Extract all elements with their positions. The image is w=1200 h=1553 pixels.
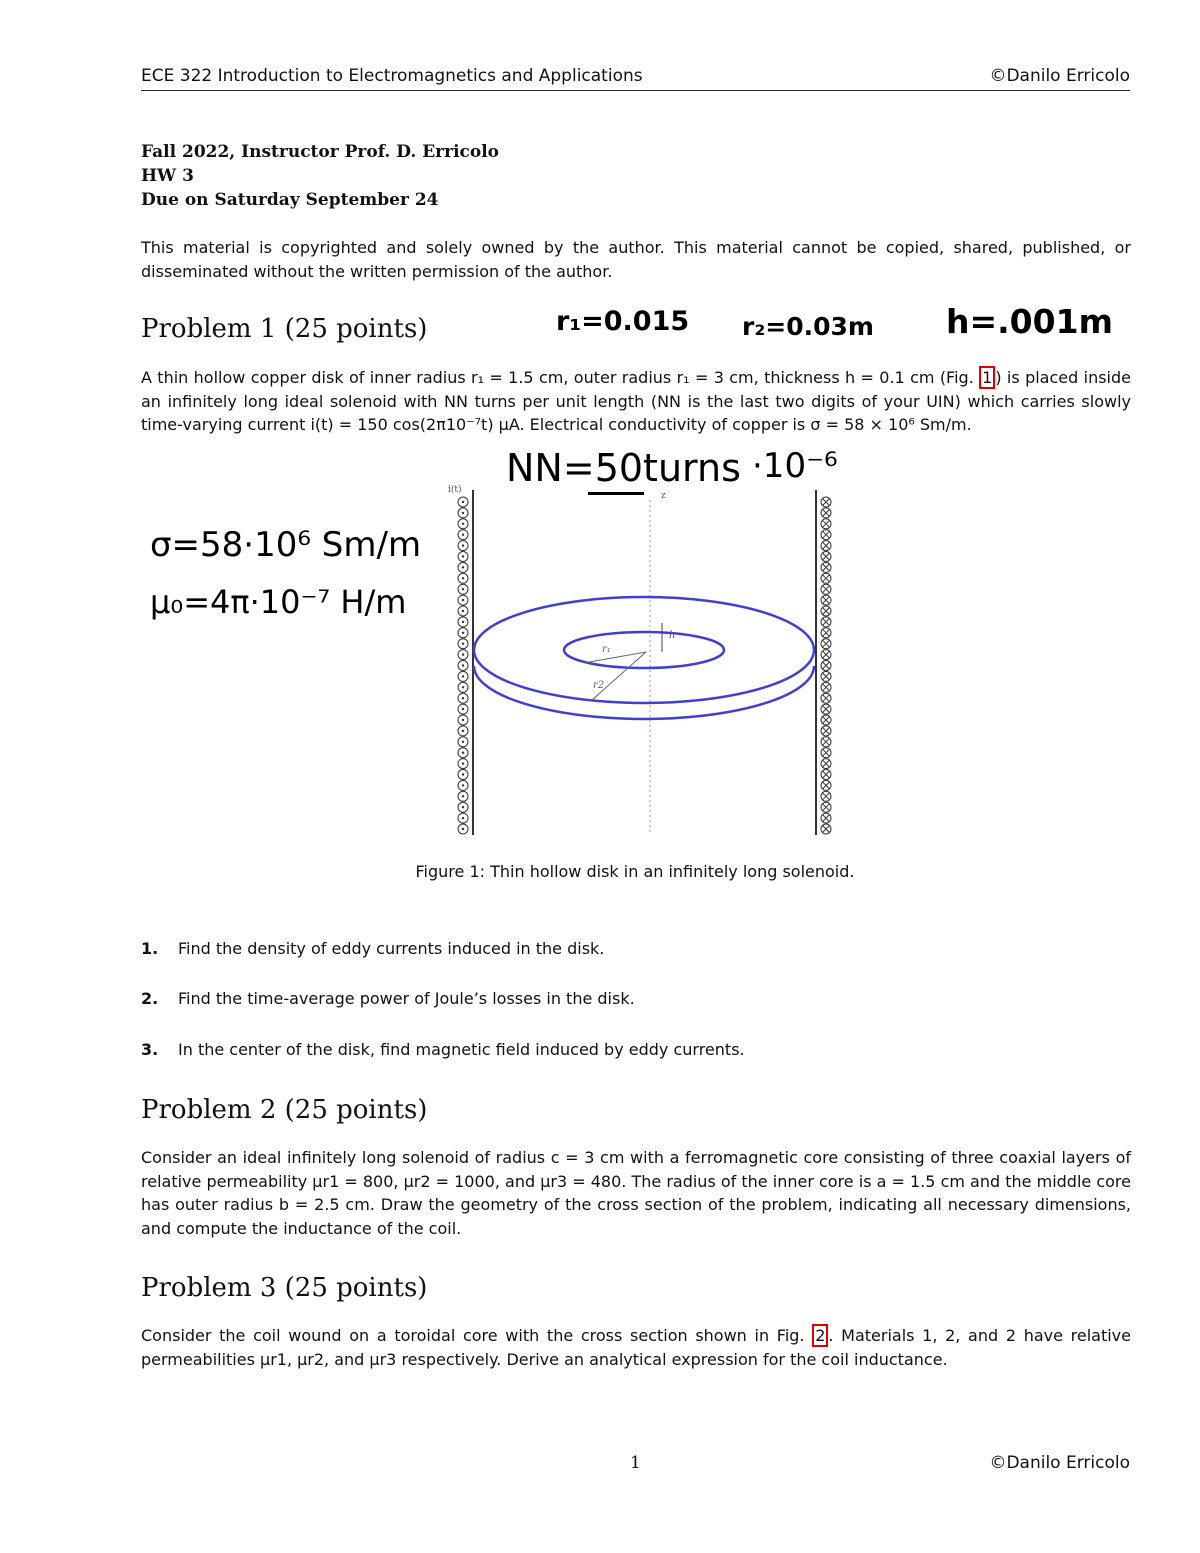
handwritten-nn: NN=50turns	[506, 446, 741, 490]
coil-dot-center	[462, 730, 464, 732]
outer-bottom-arc	[474, 666, 814, 719]
coil-dot-center	[462, 555, 464, 557]
coil-cross-mark	[823, 651, 830, 658]
outer-top-ellipse	[474, 597, 814, 703]
coil-dot-center	[462, 588, 464, 590]
r1-arrow	[584, 652, 646, 663]
due-date: Due on Saturday September 24	[141, 190, 439, 210]
coil-dot-center	[462, 817, 464, 819]
h-label: h	[669, 630, 676, 641]
coil-cross-mark	[823, 815, 830, 822]
problem3-text	[141, 1324, 1131, 1371]
coil-cross-mark	[823, 695, 830, 702]
coil-cross-mark	[823, 804, 830, 811]
coil-dot-center	[462, 697, 464, 699]
problem2-title: Problem 2 (25 points)	[141, 1095, 428, 1125]
header-rule	[141, 90, 1130, 91]
coil-dot-center	[462, 675, 464, 677]
problem1-item-3	[141, 1040, 745, 1059]
coil-cross-mark	[823, 749, 830, 756]
coil-cross-mark	[823, 586, 830, 593]
page-number: 1	[630, 1453, 641, 1473]
item-text: Find the density of eddy currents induced in the disk.	[178, 939, 605, 958]
coil-dot-center	[462, 806, 464, 808]
handwritten-scale: ·10⁻⁶	[752, 446, 838, 486]
coil-cross-mark	[823, 760, 830, 767]
problem1-text-b: ) is placed inside an infinitely long ideal solenoid with NN turns per unit length (NN is the last two digits of your UIN) which carries slowly time-varying current i(t) = 150 cos(2π10⁻⁷t) μA. Electrical conductivity of copper is σ = 58 × 10⁶ Sm/m.	[141, 368, 1131, 434]
coil-cross-mark	[823, 564, 830, 571]
hw-number: HW 3	[141, 166, 194, 186]
problem3-text-a: Consider the coil wound on a toroidal core with the cross section shown in Fig.	[141, 1326, 813, 1345]
coil-dot-center	[462, 544, 464, 546]
figure-2-link[interactable]: 2	[812, 1324, 828, 1347]
r1-label: r₁	[602, 644, 611, 655]
problem2-text: Consider an ideal infinitely long solenoid of radius c = 3 cm with a ferromagnetic core consisting of three coaxial layers of relative permeability μr1 = 800, μr2 = 1000, and μr3 = 480. The radius of the inner core is a = 1.5 cm and the middle core has outer radius b = 2.5 cm. Draw the geometry of the cross section of the problem, indicating all necessary dimensions, and compute the inductance of the coil.	[141, 1148, 1131, 1238]
coil-cross-mark	[823, 706, 830, 713]
coil-dot-center	[462, 762, 464, 764]
item-number: 2.	[141, 989, 159, 1008]
handwritten-mu: μ₀=4π·10⁻⁷ H/m	[150, 583, 407, 621]
coil-cross-mark	[823, 629, 830, 636]
problem1-title: Problem 1 (25 points)	[141, 314, 428, 344]
coil-cross-mark	[823, 717, 830, 724]
coil-cross-mark	[823, 499, 830, 506]
coil-dot-center	[462, 784, 464, 786]
coil-cross-mark	[823, 509, 830, 516]
coil-cross-mark	[823, 738, 830, 745]
header-copyright: ©Danilo Erricolo	[989, 66, 1130, 86]
coil-cross-mark	[823, 782, 830, 789]
figure-1-link[interactable]: 1	[979, 366, 995, 389]
z-axis-label: z	[661, 491, 666, 501]
item-text: In the center of the disk, find magnetic field induced by eddy currents.	[178, 1040, 745, 1059]
coil-cross-mark	[823, 520, 830, 527]
problem1-item-1	[141, 939, 604, 958]
coil-cross-mark	[823, 684, 830, 691]
figure-1-caption: Figure 1: Thin hollow disk in an infinitely long solenoid.	[415, 862, 855, 881]
coil-dot-center	[462, 534, 464, 536]
problem3-title: Problem 3 (25 points)	[141, 1273, 428, 1303]
coil-dot-center	[462, 708, 464, 710]
item-text: Find the time-average power of Joule’s losses in the disk.	[178, 989, 635, 1008]
course-header: ECE 322 Introduction to Electromagnetics and Applications	[141, 66, 643, 86]
coil-dot-center	[462, 523, 464, 525]
coil-dot-center	[462, 795, 464, 797]
coil-dot-center	[462, 577, 464, 579]
coil-cross-mark	[823, 727, 830, 734]
copper-disk	[474, 597, 814, 719]
handwritten-h: h=.001m	[946, 302, 1113, 341]
coil-dot-center	[462, 741, 464, 743]
coil-cross-mark	[823, 673, 830, 680]
coil-dot-center	[462, 512, 464, 514]
problem1-text	[141, 366, 1131, 437]
item-number: 3.	[141, 1040, 159, 1059]
coil-cross-mark	[823, 618, 830, 625]
coil-dot-center	[462, 719, 464, 721]
coil-cross-mark	[823, 793, 830, 800]
coil-cross-mark	[823, 640, 830, 647]
handwritten-sigma: σ=58·10⁶ Sm/m	[150, 525, 422, 565]
coil-dot-center	[462, 828, 464, 830]
coil-dot-center	[462, 566, 464, 568]
problem3-text-b: . Materials 1, 2, and 2 have relative permeabilities μr1, μr2, and μr3 respectively. Derive an analytical expression for the coil inductance.	[141, 1326, 1131, 1369]
problem1-text-a: A thin hollow copper disk of inner radius r₁ = 1.5 cm, outer radius r₁ = 3 cm, thickness h = 0.1 cm (Fig.	[141, 368, 980, 387]
coil-cross-mark	[823, 553, 830, 560]
coil-dot-center	[462, 664, 464, 666]
coil-dot-center	[462, 621, 464, 623]
coil-cross-mark	[823, 531, 830, 538]
term-line: Fall 2022, Instructor Prof. D. Erricolo	[141, 142, 500, 162]
r2-label: r2	[593, 680, 605, 691]
coil-dot-center	[462, 501, 464, 503]
coil-cross-mark	[823, 597, 830, 604]
item-number: 1.	[141, 939, 159, 958]
coil-dot-center	[462, 610, 464, 612]
coil-dot-center	[462, 773, 464, 775]
coil-cross-mark	[823, 542, 830, 549]
right-coil-crosses	[821, 497, 831, 834]
figure-1-solenoid	[440, 480, 840, 840]
coil-dot-center	[462, 752, 464, 754]
copyright-notice: This material is copyrighted and solely owned by the author. This material cannot be copied, shared, published, or disseminated without the written permission of the author.	[141, 238, 1131, 281]
handwritten-r2: r₂=0.03m	[742, 312, 874, 341]
r2-arrow	[592, 652, 646, 700]
coil-cross-mark	[823, 771, 830, 778]
coil-cross-mark	[823, 826, 830, 833]
current-label: i(t)	[448, 485, 462, 495]
coil-cross-mark	[823, 662, 830, 669]
coil-cross-mark	[823, 608, 830, 615]
problem1-item-2	[141, 989, 635, 1008]
coil-dot-center	[462, 643, 464, 645]
coil-cross-mark	[823, 575, 830, 582]
footer-copyright: ©Danilo Erricolo	[989, 1453, 1130, 1473]
left-coil-dots	[458, 497, 468, 834]
handwritten-r1: r₁=0.015	[556, 306, 690, 337]
coil-dot-center	[462, 686, 464, 688]
coil-dot-center	[462, 632, 464, 634]
coil-dot-center	[462, 653, 464, 655]
coil-dot-center	[462, 599, 464, 601]
